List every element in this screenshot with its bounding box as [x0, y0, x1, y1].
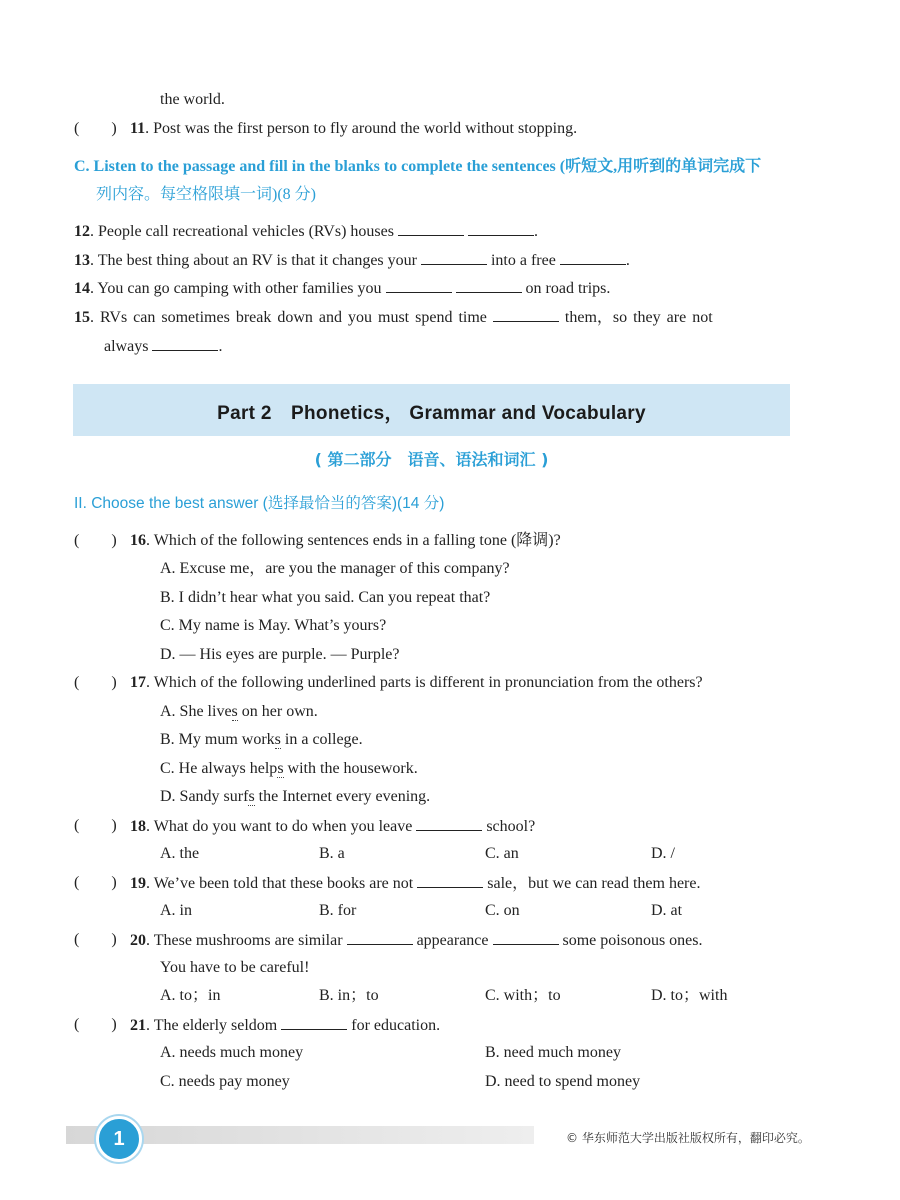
option-c[interactable]: C. with；to [485, 987, 561, 1004]
question-text: . Post was the first person to fly around the world without stopping. [145, 120, 578, 137]
underlined-part: s [274, 731, 281, 748]
question-text: . You can go camping with other families you [90, 280, 382, 297]
question-text: school? [486, 818, 536, 835]
question-12 [74, 221, 538, 242]
question-text: . Which of the following underlined parts is different in pronunciation from the others? [146, 674, 703, 691]
answer-blank[interactable] [416, 816, 482, 831]
section-ii-heading: II. Choose the best answer (选择最恰当的答案)(14 分) [74, 495, 445, 512]
option-d[interactable]: D. / [651, 845, 675, 862]
question-14 [74, 278, 610, 299]
answer-blank[interactable] [560, 250, 626, 265]
question-text: . RVs can sometimes break down and you must spend time [90, 309, 487, 326]
option-b[interactable]: B. My mum works in a college. [160, 731, 363, 748]
answer-blank[interactable] [493, 930, 559, 945]
option-a[interactable]: A. Excuse me，are you the manager of this company? [160, 560, 510, 577]
answer-paren[interactable]: ( ) [74, 1016, 117, 1033]
part-2-subtitle: ( 第二部分 语音、语法和词汇 ) [314, 450, 549, 469]
question-text: . The elderly seldom [146, 1017, 278, 1034]
section-c-heading-line1: C. Listen to the passage and fill in the blanks to complete the sentences (听短文,用听到的单词完成下 [74, 158, 762, 175]
question-number: 15 [74, 309, 90, 326]
answer-paren[interactable]: ( ) [74, 931, 117, 948]
options-row [0, 1072, 900, 1092]
question-text: . These mushrooms are similar [146, 932, 343, 949]
option-c[interactable]: C. an [485, 845, 519, 862]
option-a[interactable]: A. to；in [160, 987, 221, 1004]
option-a[interactable]: A. needs much money [160, 1044, 304, 1061]
question-number: 11 [130, 120, 146, 137]
question-text: . Which of the following sentences ends in a falling tone (降调)? [146, 532, 561, 549]
question-number: 18 [130, 818, 146, 835]
options-row [0, 986, 900, 1006]
question-text: . What do you want to do when you leave [146, 818, 413, 835]
question-number: 20 [130, 932, 146, 949]
option-a[interactable]: A. She lives on her own. [160, 703, 318, 720]
question-text: sale，but we can read them here. [487, 875, 701, 892]
option-b[interactable]: B. for [319, 902, 357, 919]
underlined-part: s [231, 703, 238, 720]
answer-blank[interactable] [281, 1015, 347, 1030]
option-d[interactable]: D. Sandy surfs the Internet every evening. [160, 788, 431, 805]
answer-paren[interactable]: ( ) [74, 874, 117, 891]
part-2-banner [73, 384, 790, 436]
question-text: for education. [351, 1017, 441, 1034]
option-c[interactable]: C. He always helps with the housework. [160, 760, 418, 777]
option-d[interactable]: D. need to spend money [485, 1073, 641, 1090]
question-number: 12 [74, 223, 90, 240]
answer-blank[interactable] [347, 930, 413, 945]
question-number: 13 [74, 252, 90, 269]
answer-blank[interactable] [398, 221, 464, 236]
question-text: on road trips. [525, 280, 611, 297]
underlined-part: s [277, 760, 284, 777]
option-b[interactable]: B. in；to [319, 987, 379, 1004]
page-number: 1 [96, 1116, 142, 1162]
answer-blank[interactable] [421, 250, 487, 265]
question-number: 17 [130, 674, 146, 691]
answer-blank[interactable] [468, 221, 534, 236]
option-c[interactable]: C. on [485, 902, 520, 919]
options-row [0, 901, 900, 921]
question-20-line2: You have to be careful! [160, 959, 310, 976]
option-d[interactable]: D. at [651, 902, 683, 919]
option-d[interactable]: D. to；with [651, 987, 728, 1004]
answer-paren[interactable]: ( ) [74, 674, 117, 691]
question-text: some poisonous ones. [562, 932, 703, 949]
q10-tail: the world. [160, 91, 225, 108]
question-text: . [218, 338, 223, 355]
answer-paren[interactable]: ( ) [74, 120, 117, 137]
options-row [0, 844, 900, 864]
answer-blank[interactable] [456, 278, 522, 293]
copyright-notice: © 华东师范大学出版社版权所有，翻印必究。 [566, 1131, 810, 1145]
question-text: . [625, 252, 630, 269]
question-text: . The best thing about an RV is that it changes your [90, 252, 417, 269]
option-b[interactable]: B. a [319, 845, 345, 862]
options-row [0, 1043, 900, 1063]
question-text: always [104, 338, 149, 355]
option-b[interactable]: B. I didn’t hear what you said. Can you repeat that? [160, 589, 491, 606]
underlined-part: s [248, 788, 255, 805]
question-number: 16 [130, 532, 146, 549]
question-number: 21 [130, 1017, 146, 1034]
option-c[interactable]: C. needs pay money [160, 1073, 290, 1090]
question-text: . People call recreational vehicles (RVs) houses [90, 223, 394, 240]
option-a[interactable]: A. in [160, 902, 192, 919]
answer-blank[interactable] [386, 278, 452, 293]
answer-blank[interactable] [152, 336, 218, 351]
question-13 [74, 250, 630, 271]
question-text: into a free [490, 252, 556, 269]
option-c[interactable]: C. My name is May. What’s yours? [160, 617, 387, 634]
option-b[interactable]: B. need much money [485, 1044, 621, 1061]
question-text: . We’ve been told that these books are not [146, 875, 414, 892]
option-a[interactable]: A. the [160, 845, 200, 862]
answer-paren[interactable]: ( ) [74, 817, 117, 834]
question-15-line2 [104, 336, 222, 357]
question-15 [74, 307, 713, 328]
part-2-title: Part 2 Phonetics， Grammar and Vocabulary [217, 403, 646, 424]
question-number: 19 [130, 875, 146, 892]
question-text: appearance [416, 932, 489, 949]
question-number: 14 [74, 280, 90, 297]
answer-blank[interactable] [493, 307, 559, 322]
answer-blank[interactable] [417, 873, 483, 888]
question-text: . [533, 223, 538, 240]
section-c-heading-line2: 列内容。每空格限填一词)(8 分) [96, 186, 316, 203]
option-d[interactable]: D. — His eyes are purple. — Purple? [160, 646, 400, 663]
question-text: them，so they are not [564, 309, 713, 326]
answer-paren[interactable]: ( ) [74, 532, 117, 549]
